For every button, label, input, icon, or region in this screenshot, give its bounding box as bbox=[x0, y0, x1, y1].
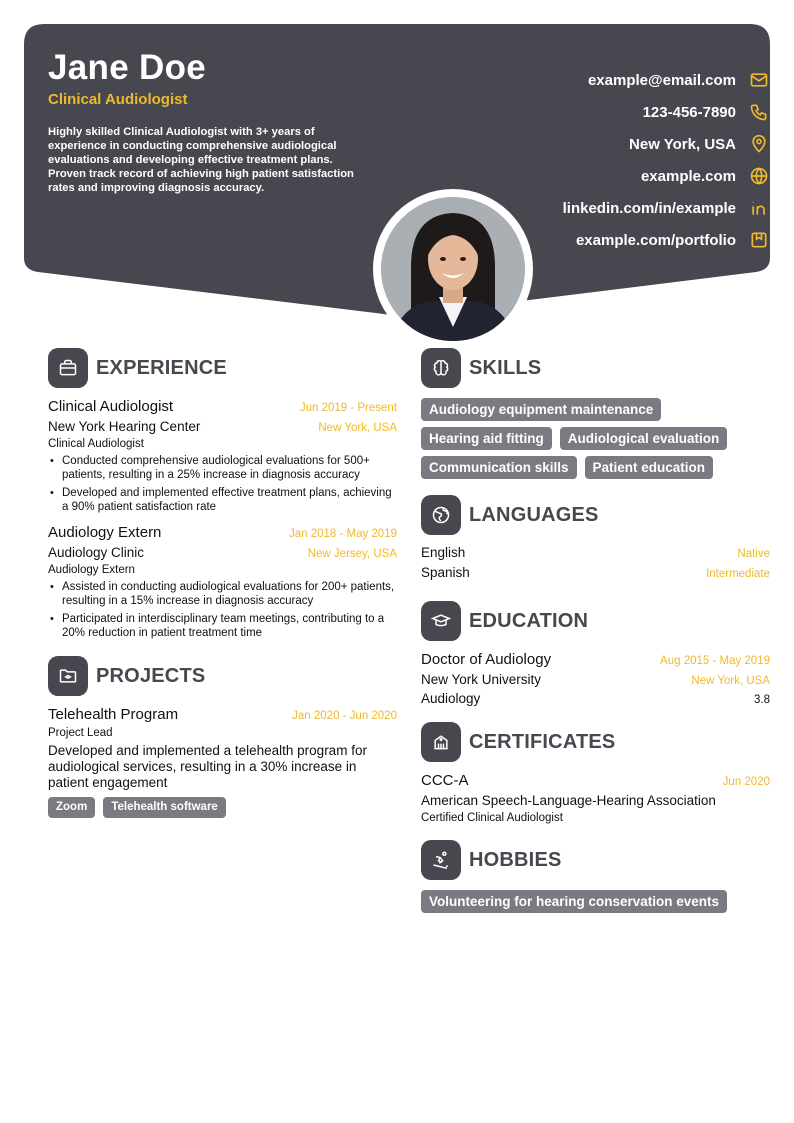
education-location: New York, USA bbox=[691, 675, 770, 687]
project-tag: Telehealth software bbox=[103, 797, 226, 818]
globe-icon bbox=[421, 495, 461, 535]
language-row bbox=[421, 545, 770, 565]
skill-tag: Patient education bbox=[585, 456, 714, 479]
education-school: New York University bbox=[421, 672, 542, 687]
contact-phone[interactable] bbox=[470, 96, 770, 128]
project-tag: Zoom bbox=[48, 797, 95, 818]
experience-dates: Jun 2019 - Present bbox=[299, 402, 397, 414]
languages-heading: LANGUAGES bbox=[469, 503, 599, 526]
contact-linkedin-text: linkedin.com/in/example bbox=[562, 199, 736, 217]
experience-role: Audiology Extern bbox=[48, 524, 162, 541]
experience-company: Audiology Clinic bbox=[48, 545, 145, 560]
experience-position: Audiology Extern bbox=[48, 564, 135, 576]
left-column bbox=[48, 348, 397, 834]
contact-location bbox=[470, 128, 770, 160]
education-entry bbox=[421, 651, 770, 706]
institution-icon bbox=[421, 722, 461, 762]
experience-bullet: • Assisted in conducting audiological evaluations for 200+ patients, resulting in a 15% increase in diagnosis accuracy bbox=[48, 580, 397, 608]
linkedin-icon bbox=[748, 197, 770, 219]
experience-bullet: • Developed and implemented effective treatment plans, achieving a 90% patient satisfaction rate bbox=[48, 486, 397, 514]
folder-icon bbox=[48, 656, 88, 696]
project-description: Developed and implemented a telehealth program for audiological services, resulting in a 30% increase in patient engagement bbox=[48, 743, 367, 790]
languages-section bbox=[421, 495, 770, 585]
skill-tag: Communication skills bbox=[421, 456, 577, 479]
experience-location: New York, USA bbox=[318, 422, 397, 434]
language-level: Native bbox=[737, 548, 770, 560]
briefcase-icon bbox=[48, 348, 88, 388]
experience-role: Clinical Audiologist bbox=[48, 398, 174, 415]
candidate-name: Jane Doe bbox=[48, 48, 207, 87]
certificate-description: Certified Clinical Audiologist bbox=[421, 812, 563, 824]
hobbies-list bbox=[421, 890, 770, 913]
right-column bbox=[421, 348, 770, 929]
project-dates: Jan 2020 - Jun 2020 bbox=[292, 710, 397, 722]
certificate-name: CCC-A bbox=[421, 772, 469, 789]
project-entry bbox=[48, 706, 397, 818]
experience-company: New York Hearing Center bbox=[48, 419, 201, 434]
experience-entry bbox=[48, 398, 397, 514]
language-name: English bbox=[421, 545, 466, 560]
brain-icon bbox=[421, 348, 461, 388]
experience-position: Clinical Audiologist bbox=[48, 438, 144, 450]
profile-photo bbox=[381, 197, 525, 341]
language-name: Spanish bbox=[421, 565, 470, 580]
education-heading: EDUCATION bbox=[469, 609, 589, 632]
experience-entry bbox=[48, 524, 397, 640]
certificates-heading: CERTIFICATES bbox=[469, 730, 616, 753]
contact-website[interactable] bbox=[470, 160, 770, 192]
contact-email[interactable] bbox=[470, 64, 770, 96]
experience-bullet: • Participated in interdisciplinary team meetings, contributing to a 20% reduction in patient treatment time bbox=[48, 612, 397, 640]
certificate-entry bbox=[421, 772, 770, 824]
education-dates: Aug 2015 - May 2019 bbox=[660, 655, 770, 667]
skill-tag: Audiology equipment maintenance bbox=[421, 398, 661, 421]
location-pin-icon bbox=[748, 133, 770, 155]
skills-list bbox=[421, 398, 770, 479]
certificates-section bbox=[421, 722, 770, 824]
hobby-tag: Volunteering for hearing conservation events bbox=[421, 890, 727, 913]
experience-bullet: • Conducted comprehensive audiological evaluations for 500+ patients, resulting in a 25% increase in diagnosis accuracy bbox=[48, 454, 397, 482]
project-name: Telehealth Program bbox=[48, 706, 179, 723]
contact-phone-text: 123-456-7890 bbox=[642, 103, 736, 121]
education-degree: Doctor of Audiology bbox=[421, 651, 552, 668]
skill-tag: Audiological evaluation bbox=[560, 427, 728, 450]
contact-website-text: example.com bbox=[640, 167, 736, 185]
projects-heading: PROJECTS bbox=[96, 664, 206, 687]
graduation-cap-icon bbox=[421, 601, 461, 641]
phone-icon bbox=[748, 101, 770, 123]
language-level: Intermediate bbox=[706, 568, 770, 580]
education-field: Audiology bbox=[421, 691, 481, 706]
experience-heading: EXPERIENCE bbox=[96, 356, 227, 379]
globe-icon bbox=[748, 165, 770, 187]
experience-dates: Jan 2018 - May 2019 bbox=[288, 528, 397, 540]
experience-section bbox=[48, 348, 397, 640]
candidate-title: Clinical Audiologist bbox=[48, 91, 188, 108]
contact-location-text: New York, USA bbox=[629, 135, 736, 153]
language-row bbox=[421, 565, 770, 585]
bookmark-icon bbox=[748, 229, 770, 251]
projects-section bbox=[48, 656, 397, 818]
skill-tag: Hearing aid fitting bbox=[421, 427, 552, 450]
skills-section bbox=[421, 348, 770, 479]
contact-portfolio-text: example.com/portfolio bbox=[575, 231, 736, 249]
profile-summary: Highly skilled Clinical Audiologist with 3+ years of experience in conducting comprehensive audiological evaluations and developing effective treatment plans. Proven track record of achieving high patient satisfaction rates and improving diagnosis accuracy. bbox=[48, 126, 354, 194]
hobbies-heading: HOBBIES bbox=[469, 848, 562, 871]
mail-icon bbox=[748, 69, 770, 91]
skills-heading: SKILLS bbox=[469, 356, 542, 379]
hobbies-section bbox=[421, 840, 770, 913]
skiing-icon bbox=[421, 840, 461, 880]
certificate-issuer: American Speech-Language-Hearing Association bbox=[421, 793, 716, 808]
education-section bbox=[421, 601, 770, 706]
contact-email-text: example@email.com bbox=[587, 71, 736, 89]
education-gpa: 3.8 bbox=[754, 694, 770, 706]
experience-location: New Jersey, USA bbox=[307, 548, 397, 560]
certificate-date: Jun 2020 bbox=[722, 776, 770, 788]
project-role: Project Lead bbox=[48, 727, 113, 739]
